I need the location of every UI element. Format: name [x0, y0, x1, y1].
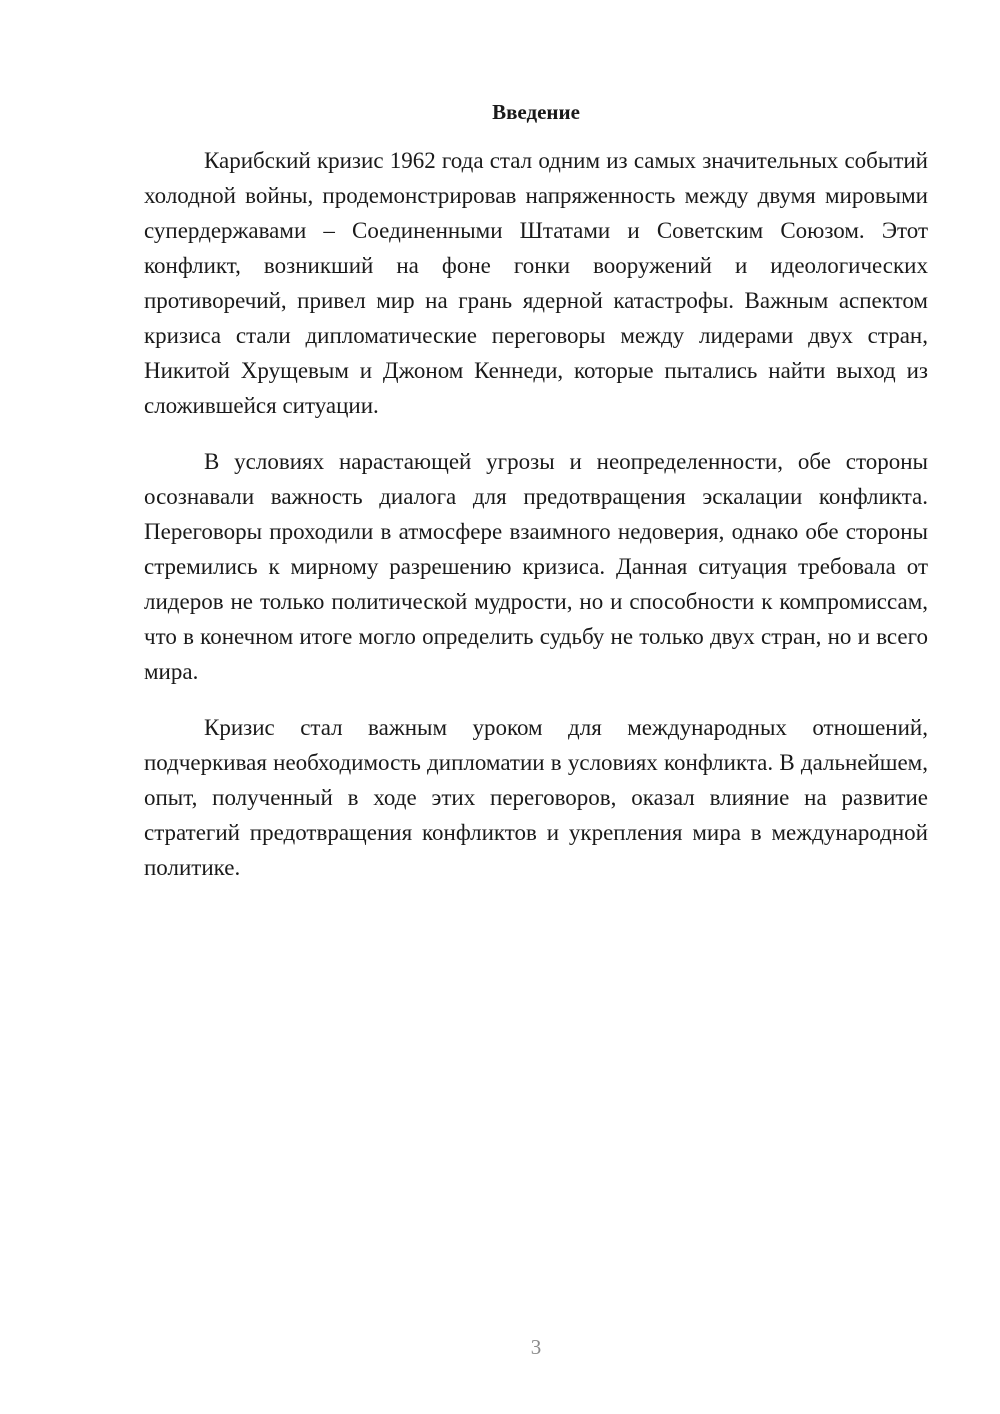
paragraph-3: Кризис стал важным уроком для международных отношений, подчеркивая необходимость дипломатии в условиях конфликта. В дальнейшем, опыт, полученный в ходе этих переговоров, оказал влияние на развитие стратегий предотвращения конфликтов и укрепления мира в международной политике. [144, 715, 928, 880]
paragraph-1: Карибский кризис 1962 года стал одним из самых значительных событий холодной войны, продемонстрировав напряженность между двумя мировыми супердержавами – Соединенными Штатами и Советским Союзом. Этот конфликт, возникший на фоне гонки вооружений и идеологических противоречий, привел мир на грань ядерной катастрофы. Важным аспектом кризиса стали дипломатические переговоры между лидерами двух стран, Никитой Хрущевым и Джоном Кеннеди, которые пытались найти выход из сложившейся ситуации. [144, 148, 928, 418]
body-text [144, 143, 928, 906]
paragraph-2: В условиях нарастающей угрозы и неопределенности, обе стороны осознавали важность диалога для предотвращения эскалации конфликта. Переговоры проходили в атмосфере взаимного недоверия, однако обе стороны стремились к мирному разрешению кризиса. Данная ситуация требовала от лидеров не только политической мудрости, но и способности к компромиссам, что в конечном итоге могло определить судьбу не только двух стран, но и всего мира. [144, 449, 928, 684]
section-heading: Введение [492, 100, 580, 124]
page-number: 3 [530, 1335, 542, 1359]
